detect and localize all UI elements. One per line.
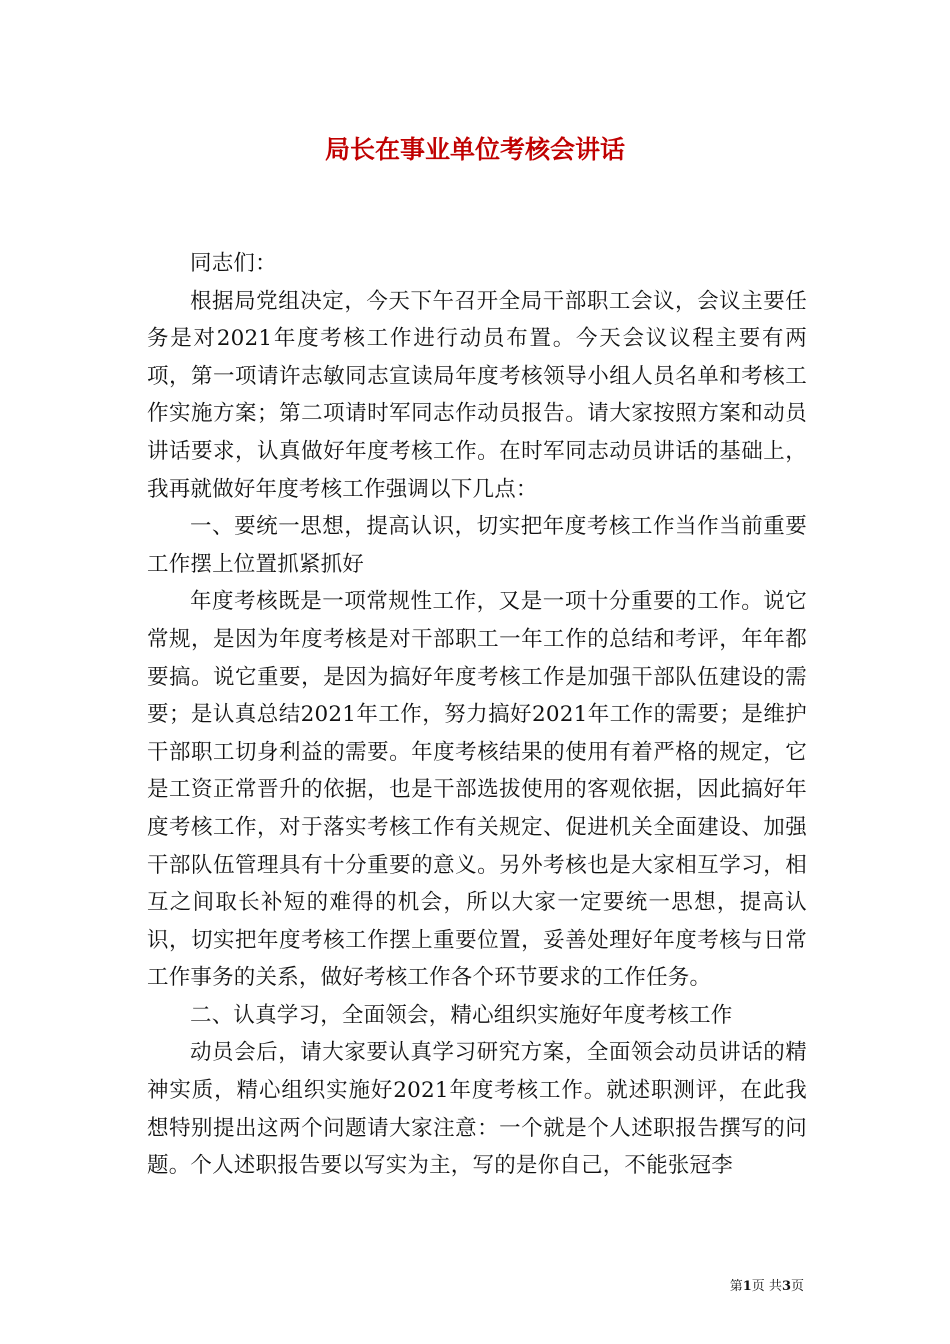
salutation: 同志们： [190, 251, 277, 276]
footer-middle: 页 共 [751, 1279, 782, 1294]
paragraph-section-1: 年度考核既是一项常规性工作，又是一项十分重要的工作。说它常规，是因为年度考核是对干部职工一年工作的总结和考评，年年都要搞。说它重要，是因为搞好年度考核工作是加强干部队伍建设的需要；是认真总结2021年工作，努力搞好2021年工作的需要；是维护干部职工切身利益的需要。年度考核结果的使用有着严格的规定，它是工资正常晋升的依据，也是干部选拔使用的客观依据，因此搞好年度考核工作，对于落实考核工作有关规定、促进机关全面建设、加强干部队伍管理具有十分重要的意义。另外考核也是大家相互学习，相互之间取长补短的难得的机会，所以大家一定要统一思想，提高认识，切实把年度考核工作摆上重要位置，妥善处理好年度考核与日常工作事务的关系，做好考核工作各个环节要求的工作任务。 [147, 589, 807, 991]
footer-prefix: 第 [729, 1279, 743, 1294]
document-title: 局长在事业单位考核会讲话 [324, 135, 625, 164]
paragraph-intro: 根据局党组决定，今天下午召开全局干部职工会议，会议主要任务是对2021年度考核工作进行动员布置。今天会议议程主要有两项，第一项请许志敏同志宣读局年度考核领导小组人员名单和考核工作实施方案；第二项请时军同志作动员报告。请大家按照方案和动员讲话要求，认真做好年度考核工作。在时军同志动员讲话的基础上，我再就做好年度考核工作强调以下几点： [147, 288, 807, 502]
footer-total-pages: 3 [781, 1279, 791, 1294]
document-body [147, 245, 807, 1185]
section-heading-1: 一、要统一思想，提高认识，切实把年度考核工作当作当前重要工作摆上位置抓紧抓好 [147, 514, 807, 577]
paragraph-section-2: 动员会后，请大家要认真学习研究方案，全面领会动员讲话的精神实质，精心组织实施好2021年度考核工作。就述职测评，在此我想特别提出这两个问题请大家注意：一个就是个人述职报告撰写的问题。个人述职报告要以写实为主，写的是你自己，不能张冠李 [147, 1040, 807, 1179]
page-footer [730, 1278, 804, 1296]
footer-suffix: 页 [790, 1279, 804, 1294]
section-heading-2: 二、认真学习，全面领会，精心组织实施好年度考核工作 [190, 1002, 733, 1028]
footer-current-page: 1 [742, 1279, 752, 1294]
